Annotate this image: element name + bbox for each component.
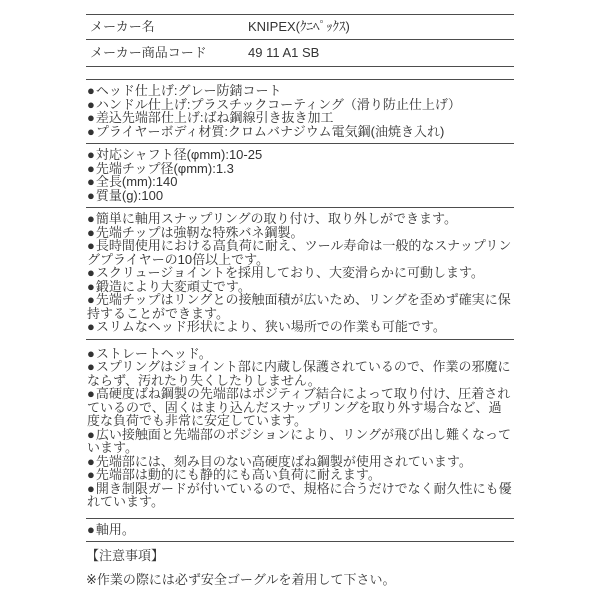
spec-sections [86, 79, 514, 587]
section-features-secondary [86, 340, 514, 519]
application-item-text: 軸用。 [95, 521, 135, 537]
spec-item [87, 175, 513, 189]
bullet-icon: ● [87, 123, 95, 139]
section-finish-specs [86, 80, 514, 144]
spec-content [86, 14, 514, 587]
feature-item [87, 212, 513, 226]
bullet-icon: ● [87, 453, 95, 469]
feature-item [87, 455, 513, 469]
feature-item [87, 320, 513, 334]
bullet-icon: ● [87, 426, 95, 442]
bullet-icon: ● [87, 386, 95, 401]
bullet-icon: ● [87, 521, 95, 537]
bullet-icon: ● [87, 292, 95, 307]
bullet-icon: ● [87, 147, 95, 162]
bullet-icon: ● [87, 110, 95, 125]
section-dimension-specs [86, 144, 514, 208]
spec-item-text: 全長(mm):140 [95, 174, 178, 189]
feature-item-text: 先端部には、刻み目のない高硬度ばね鋼製が使用されています。 [95, 453, 472, 469]
spec-item [87, 111, 513, 125]
section-features-primary [86, 208, 514, 340]
feature-item-text: 開き制限ガードが付いているので、規格に合うだけでなく耐久性にも優れています。 [87, 480, 512, 509]
spec-item-text: 先端チップ径(φmm):1.3 [95, 160, 234, 176]
feature-item-text: 簡単に軸用スナップリングの取り付け、取り外しができます。 [95, 211, 457, 226]
feature-item [87, 347, 513, 361]
feature-item [87, 387, 513, 428]
feature-item [87, 360, 513, 387]
bullet-icon: ● [87, 83, 95, 98]
spec-item-text: プライヤーボディ材質:クロムバナジウム電気鋼(油焼き入れ) [95, 123, 445, 139]
feature-item-text: スプリングはジョイント部に内蔵し保護されているので、作業の邪魔にならず、汚れたり失くしたりしません。 [87, 359, 511, 388]
feature-item [87, 293, 513, 320]
bullet-icon: ● [87, 187, 95, 203]
spec-item-text: ヘッド仕上げ:グレー防錆コート [95, 83, 282, 98]
bullet-icon: ● [87, 174, 95, 189]
feature-item-text: 長時間使用における高負荷に耐え、ツール寿命は一般的なスナップリングプライヤーの10倍以上です。 [87, 238, 512, 267]
bullet-icon: ● [87, 160, 95, 176]
product-code-row [86, 40, 514, 68]
feature-item-text: 先端部は動的にも静的にも高い負荷に耐えます。 [95, 467, 381, 482]
feature-item-text: 高硬度ばね鋼製の先端部はポジティブ結合によって取り付け、圧着されているので、固くはまり込んだスナップリングを取り外す場合など、過度な負荷でも非常に安定しています。 [87, 386, 511, 428]
row-value: 49 11 A1 SB [248, 44, 320, 60]
feature-item [87, 280, 513, 294]
feature-item-text: ストレートヘッド。 [95, 345, 212, 361]
notes-heading: 【注意事項】 [86, 548, 165, 563]
spec-item-text: 対応シャフト径(φmm):10-25 [95, 147, 263, 162]
row-label: メーカー商品コード [90, 44, 207, 60]
spec-item-text: 質量(g):100 [95, 187, 164, 203]
feature-item-text: 先端チップはリングとの接触面積が広いため、リングを歪めず確実に保持することができます。 [87, 292, 511, 321]
row-label: メーカー名 [90, 19, 155, 34]
spec-item [87, 162, 513, 176]
spec-item-text: ハンドル仕上げ:プラスチックコーティング（滑り防止仕上げ） [95, 96, 461, 112]
notes-body: ※作業の際には必ず安全ゴーグルを着用して下さい。 [86, 572, 396, 587]
bullet-icon: ● [87, 480, 95, 496]
row-value: KNIPEX(ｸﾆﾍﾟｯｸｽ) [248, 19, 350, 34]
bullet-icon: ● [87, 224, 95, 240]
feature-item-text: スクリュージョイントを採用しており、大変滑らかに可動します。 [95, 265, 484, 280]
feature-item [87, 428, 513, 455]
bullet-icon: ● [87, 211, 95, 226]
manufacturer-name-row [86, 15, 514, 40]
feature-item-text: 先端チップは強靭な特殊バネ鋼製。 [95, 224, 304, 240]
manufacturer-table [86, 14, 514, 67]
application-item [87, 523, 513, 537]
bullet-icon: ● [87, 467, 95, 482]
bullet-icon: ● [87, 96, 95, 112]
bullet-icon: ● [87, 278, 95, 294]
spec-item [87, 98, 513, 112]
spec-item [87, 84, 513, 98]
feature-item [87, 239, 513, 266]
bullet-icon: ● [87, 359, 95, 374]
bullet-icon: ● [87, 319, 95, 334]
bullet-icon: ● [87, 265, 95, 280]
bullet-icon: ● [87, 238, 95, 253]
feature-item [87, 482, 513, 509]
feature-item [87, 266, 513, 280]
feature-item-text: スリムなヘッド形状により、狭い場所での作業も可能です。 [95, 319, 446, 334]
section-notes [86, 542, 514, 587]
spec-item-text: 差込先端部仕上げ:ばね鋼線引き抜き加工 [95, 110, 334, 125]
bullet-icon: ● [87, 345, 95, 361]
feature-item-text: 鍛造により大変頑丈です。 [95, 278, 251, 294]
spec-item [87, 148, 513, 162]
feature-item [87, 468, 513, 482]
feature-item-text: 広い接触面と先端部のポジションにより、リングが飛び出し難くなっています。 [87, 426, 512, 455]
section-application [86, 519, 514, 543]
feature-item [87, 226, 513, 240]
spec-item [87, 125, 513, 139]
spec-item [87, 189, 513, 203]
